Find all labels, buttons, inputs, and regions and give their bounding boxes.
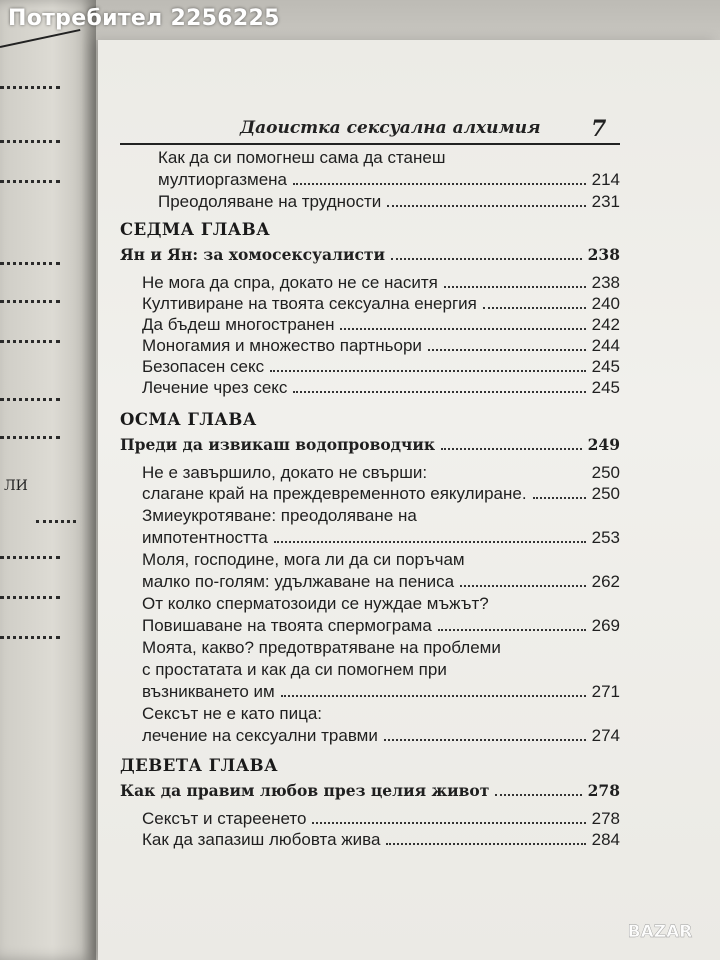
toc-entry xyxy=(142,528,620,548)
toc-entry xyxy=(142,315,620,335)
chapter-heading: ОСМА ГЛАВА xyxy=(120,410,257,429)
chapter-title: Ян и Ян: за хомосексуалисти xyxy=(120,245,386,264)
entry-title: Моногамия и множество партньори xyxy=(142,336,422,355)
bazar-logo-icon xyxy=(610,918,710,944)
running-head: Даоистка сексуална алхимия xyxy=(240,118,541,138)
toc-entry xyxy=(142,726,620,746)
header-rule xyxy=(120,143,620,145)
left-page xyxy=(0,0,96,960)
toc-entry xyxy=(142,378,620,398)
entry-title: Да бъдеш многостранен xyxy=(142,315,335,334)
page-ref: 262 xyxy=(591,572,620,591)
entry-title: Не мога да спра, докато не се наситя xyxy=(142,273,438,292)
page-ref: 284 xyxy=(591,830,620,849)
leader-dots xyxy=(384,739,586,741)
leader-dots xyxy=(0,262,60,265)
leader-dots xyxy=(0,180,60,183)
toc-chapter-entry xyxy=(120,781,620,800)
entry-title: Не е завършило, докато не свърши: xyxy=(142,463,428,482)
leader-dots xyxy=(0,556,60,559)
leader-dots xyxy=(0,300,60,303)
page-ref: 278 xyxy=(591,809,620,828)
left-page-rule xyxy=(0,29,80,48)
page-ref: 278 xyxy=(587,781,620,800)
toc-chapter-entry xyxy=(120,435,620,454)
chapter-heading: СЕДМА ГЛАВА xyxy=(120,220,271,239)
entry-title: Преодоляване на трудности xyxy=(158,192,382,211)
entry-title: Как да запазиш любовта жива xyxy=(142,830,381,849)
toc-entry-line: Как да си помогнеш сама да станеш xyxy=(158,148,446,167)
leader-dots xyxy=(0,86,60,89)
toc-entry xyxy=(158,192,620,212)
toc-entry xyxy=(142,484,620,504)
page-number: 7 xyxy=(591,116,607,142)
entry-title: Култивиране на твоята сексуална енергия xyxy=(142,294,477,313)
leader-dots xyxy=(460,585,585,587)
page-ref: 238 xyxy=(587,245,620,264)
leader-dots xyxy=(0,398,60,401)
toc-chapter-entry xyxy=(120,245,620,264)
page-ref: 214 xyxy=(591,170,620,189)
toc-entry xyxy=(142,572,620,592)
leader-dots xyxy=(428,349,586,351)
left-page-fragment: ЛИ xyxy=(4,478,28,494)
page-ref: 274 xyxy=(591,726,620,745)
leader-dots xyxy=(483,307,586,309)
leader-dots xyxy=(0,596,60,599)
entry-title: лечение на сексуални травми xyxy=(142,726,378,745)
toc-entry xyxy=(142,273,620,293)
toc-entry xyxy=(142,336,620,356)
leader-dots xyxy=(438,629,586,631)
page-ref: 253 xyxy=(591,528,620,547)
toc-entry-line: Змиеукротяване: преодоляване на xyxy=(142,506,417,525)
toc-entry xyxy=(142,682,620,702)
entry-title: слагане край на преждевременното еякулиране. xyxy=(142,484,527,503)
chapter-title: Как да правим любов през целия живот xyxy=(120,781,490,800)
toc-entry-line: Сексът не е като пица: xyxy=(142,704,323,723)
leader-dots xyxy=(36,520,76,523)
leader-dots xyxy=(0,340,60,343)
leader-dots xyxy=(444,286,586,288)
toc-entry xyxy=(142,463,620,483)
leader-dots xyxy=(533,497,586,499)
entry-title: Лечение чрез секс xyxy=(142,378,288,397)
leader-dots xyxy=(386,843,585,845)
leader-dots xyxy=(391,258,582,260)
page-ref: 242 xyxy=(591,315,620,334)
leader-dots xyxy=(0,436,60,439)
toc-entry xyxy=(142,357,620,377)
page-ref: 231 xyxy=(591,192,620,211)
leader-dots xyxy=(293,183,586,185)
toc-entry-line: Моля, господине, мога ли да си поръчам xyxy=(142,550,465,569)
page-ref: 250 xyxy=(591,484,620,503)
page-ref: 238 xyxy=(591,273,620,292)
page-ref: 269 xyxy=(591,616,620,635)
leader-dots xyxy=(270,370,586,372)
leader-dots xyxy=(340,328,585,330)
leader-dots xyxy=(441,448,582,450)
chapter-heading: ДЕВЕТА ГЛАВА xyxy=(120,756,279,775)
page-ref: 240 xyxy=(591,294,620,313)
page-ref: 249 xyxy=(587,435,620,454)
user-watermark: Потребител 2256225 xyxy=(8,6,280,31)
entry-title: мултиоргазмена xyxy=(158,170,287,189)
toc-entry xyxy=(142,294,620,314)
page-ref: 244 xyxy=(591,336,620,355)
toc-entry xyxy=(142,616,620,636)
page-ref: 250 xyxy=(591,463,620,482)
chapter-title: Преди да извикаш водопроводчик xyxy=(120,435,436,454)
toc-entry-line: Моята, какво? предотвратяване на проблеми xyxy=(142,638,501,657)
entry-title: възникването им xyxy=(142,682,275,701)
leader-dots xyxy=(495,794,581,796)
toc-entry-line: с простатата и как да си помогнем при xyxy=(142,660,447,679)
toc-entry xyxy=(142,809,620,829)
entry-title: Сексът и стареенето xyxy=(142,809,307,828)
leader-dots xyxy=(0,140,60,143)
leader-dots xyxy=(293,391,585,393)
leader-dots xyxy=(274,541,586,543)
entry-title: импотентността xyxy=(142,528,268,547)
page-ref: 271 xyxy=(591,682,620,701)
leader-dots xyxy=(281,695,586,697)
toc-entry xyxy=(142,830,620,850)
page-ref: 245 xyxy=(591,378,620,397)
leader-dots xyxy=(387,205,585,207)
entry-title: Повишаване на твоята спермограма xyxy=(142,616,432,635)
toc-entry-line: От колко сперматозоиди се нуждае мъжът? xyxy=(142,594,489,613)
entry-title: малко по-голям: удължаване на пениса xyxy=(142,572,455,591)
leader-dots xyxy=(312,822,585,824)
logo-text: BAZAR xyxy=(627,922,693,942)
page-ref: 245 xyxy=(591,357,620,376)
book-page xyxy=(98,40,720,960)
entry-title: Безопасен секс xyxy=(142,357,265,376)
toc-entry xyxy=(158,170,620,190)
leader-dots xyxy=(0,636,60,639)
